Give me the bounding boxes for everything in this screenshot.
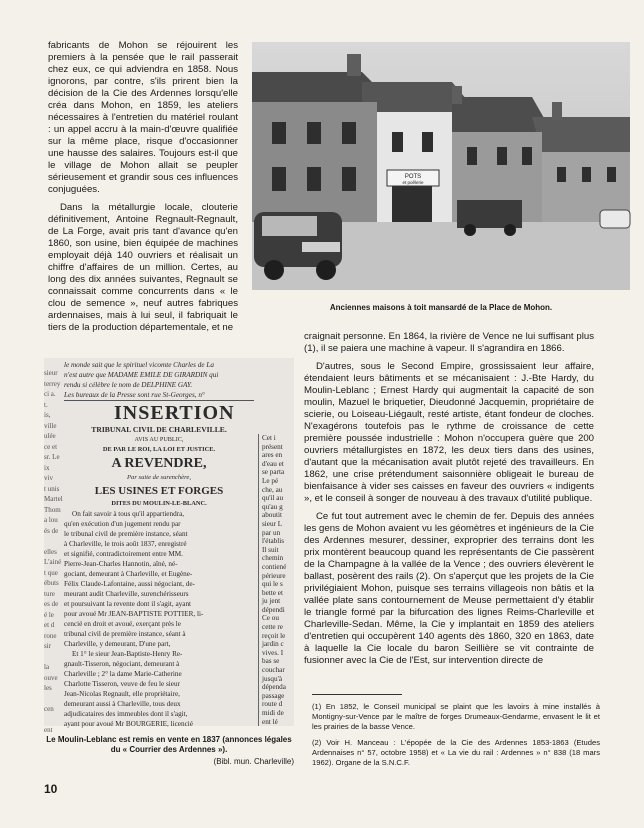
clip-line: Les bureaux de la Presse sont rue St-Georges, n° (64, 390, 254, 401)
paragraph: fabricants de Mohon se réjouirent les premiers à la pensée que le rail passerait chez eux, ce qui adviendra en 1858. Nous ignorons, par contre, s'ils prirent bien la décision de la Cie des Ardennes lorsqu'elle créa dans Mohon, en 1859, les ateliers nécessaires à l'entretien du matériel roulant : un appel accru à la main-d'œuvre qualifiée sur la même place, risque d'occasionner une hausse des salaires. Toujours est-il que le village de Mohon allait se peupler sérieusement et grandir sous ces influences conjuguées. (48, 40, 238, 195)
clip-line: cencié en droit et avoué, exerçant près le (64, 620, 181, 628)
side-line: Il suit (262, 545, 279, 554)
clip-line: et signifié, contradictoirement entre MM. (64, 550, 183, 558)
clip-line: demeurant aussi à Charleville, tous deux (64, 700, 181, 708)
clip-line: Par suite de surenchère, (127, 474, 191, 481)
shop-sign-line-2: et poêlerie (402, 180, 424, 185)
clip-line: Et 1° le sieur Jean-Baptiste-Henry Re- (72, 650, 183, 658)
side-line: jardin c (262, 640, 284, 649)
margin-line: L'ainé (44, 558, 62, 566)
margin-line: es de (44, 600, 59, 608)
page-number: 10 (44, 782, 58, 796)
side-line: d'eau et (262, 459, 284, 468)
clip-line: TRIBUNAL CIVIL DE CHARLEVILLE. (91, 425, 227, 434)
margin-line: ce et (44, 442, 58, 451)
side-line: Le pé (262, 476, 279, 485)
paragraph: craignait personne. En 1864, la rivière de Vence ne lui suffisant plus (1), il se paiera une machine à vapeur. Il s'agrandira en 1866. (304, 331, 594, 354)
clip-line: pour avoué Mr JEAN-BAPTISTE POTTIER, li- (64, 610, 204, 618)
side-line: se parta (262, 468, 285, 477)
clip-line: le monde sait que le spirituel vicomte Charles de La (64, 361, 214, 369)
margin-line (44, 652, 60, 663)
margin-line: ix viv (44, 463, 53, 482)
newspaper-clipping (44, 358, 294, 734)
clip-line: tribunal civil de première instance, séant à (64, 630, 186, 638)
side-line: dépendi (262, 605, 285, 614)
clip-line: Pierre-Jean-Charles Hannotin, aîné, né- (64, 560, 178, 568)
side-line: contiené (262, 562, 287, 571)
margin-line: is, (44, 411, 51, 419)
side-line: che, au (262, 485, 283, 494)
side-line: reçoit le (262, 631, 286, 640)
clipping-right-column (258, 434, 298, 726)
clip-heading-a-revendre: A REVENDRE, (111, 456, 207, 471)
footnote-rule (312, 694, 402, 695)
side-line: route d (262, 700, 283, 709)
clip-line: DITES DU MOULIN-LE-BLANC. (111, 500, 207, 507)
clip-heading-usines: LES USINES ET FORGES (94, 485, 224, 497)
clipping-credit: (Bibl. mun. Charleville) (213, 757, 294, 766)
side-line: cette re (262, 623, 283, 632)
clip-line: Charleville, y demeurant, D'une part, (64, 640, 171, 648)
side-line: passage (262, 691, 285, 700)
article-column-right (304, 331, 594, 673)
margin-line: terrey (44, 379, 61, 388)
clip-line: à Charleville, le trois août 1837, enregistré (64, 540, 187, 548)
clipping-caption: Le Moulin-Leblanc est remis en vente en 1837 (annonces légales du « Courrier des Ardennes »). (46, 735, 292, 754)
footnotes (312, 702, 600, 774)
margin-line: ville (44, 421, 57, 430)
side-line: ent lé (262, 717, 278, 726)
side-line: présent (262, 442, 283, 451)
side-line: qui le s (262, 580, 283, 589)
margin-line: a lou (44, 516, 58, 524)
paragraph: Ce fut tout autrement avec le chemin de fer. Depuis des années les gens de Mohon avaient vu les géomètres et ingénieurs de la Cie des Ardennes mesurer, dessiner, exproprier des terrains dont les prix montèrent beaucoup quand les représentants de Cie passèrent de la Champagne à la vallée de la Vence ; des ouvriers élevèrent le ballast, posèrent des rails (2). On s'aperçut que les projets de la Cie privilégiaient Mohon, puisque ses terrains villageois non bâtis et la vallée plate sans contournement de Meuse permettaient d'y établir le triangle formé par la bifurcation des lignes Reims-Charleville et Charleville-Sedan. Même, la Cie y implantait en 1859 des ateliers d'entretien qui occupèrent 140 agents dès 1860, 320 en 1863, date à laquelle la Cie locale du baron Seillière se vit contrainte de fusionner avec la Cie de l'Est, sur intervention directe de (304, 511, 594, 666)
side-line: jusqu'à (262, 674, 283, 683)
margin-line: ébuts (44, 579, 59, 587)
margin-line (44, 536, 60, 547)
margin-line: ouve (44, 673, 58, 682)
side-line: ares en (262, 451, 283, 460)
clip-line: Félix Claude-Lafontaine, aussi négociant, de- (64, 580, 195, 588)
margin-line (44, 694, 60, 705)
photo-illustration (252, 42, 630, 290)
margin-line: sr. Le (44, 453, 60, 461)
margin-line: és de (44, 526, 59, 535)
side-line: l'établis (262, 537, 285, 546)
article-column-top-left (48, 40, 238, 340)
clip-line: Charleville ; 2° la dame Marie-Catherine (64, 670, 182, 678)
margin-line: les (44, 684, 52, 692)
clip-line: le tribunal civil de première instance, séant (64, 530, 188, 538)
side-line: par un (262, 528, 281, 537)
side-line: bette et (262, 588, 283, 597)
margin-line: cen (44, 705, 54, 713)
side-line: périeure (262, 571, 286, 580)
side-line: aboutit (262, 511, 282, 520)
margin-line: rone (44, 631, 57, 640)
margin-line: ent (44, 726, 53, 734)
margin-line: Martel (44, 495, 63, 503)
clip-line: Charlotte Tisseron, veuve de feu le sieur (64, 680, 180, 688)
margin-line: t unis (44, 484, 60, 493)
footnote-1: (1) En 1852, le Conseil municipal se plaint que les lavoirs à mine installés à Montigny-sur-Vence par le maître de forges Drumeaux-Gendarme, envasent le lit et les prairies de la basse Vence. (312, 702, 600, 731)
paragraph: D'autres, sous le Second Empire, grossissaient leur affaire, étendaient leurs bâtiments et se mécanisaient : J.-Bte Hardy, du Moulin-Leblanc ; Ernest Hardy qui augmentait la capacité de son moulin, Mazuel le briquetier, Dieudonné Jacquemin, propriétaire de scierie, ou Loiseau-Liégault, resté artiste, étant fondeur de cloches. N'exagérons toutefois pas le rythme de croissance de cette première poussée industrielle : Mohon n'occupera guère que 200 ouvriers métallurgistes en 1872, les deux tiers dans des usines, d'autant que la mécanisation avait plutôt rejeté des travailleurs. En 1862, une crise prétendument saisonnière obligeait le bureau de bienfaisance à vider ses caisses en faveur des ouvriers « indigents », et le conseil à songer de nouveau à des travaux d'utilité publique. (304, 361, 594, 504)
side-line: vives. I (262, 648, 284, 657)
margin-line: ulée (44, 432, 56, 440)
clip-line: gociant, demeurant à Charleville, et Eugène- (64, 570, 193, 578)
margin-line: sir (44, 642, 51, 650)
clipping-main-column (64, 360, 254, 726)
margin-line: t. (44, 400, 48, 409)
clip-line: On fait savoir à tous qu'il appartiendra, (72, 510, 185, 518)
clip-line: meurant audit Charleville, surenchérisseurs (64, 590, 189, 598)
clip-line: ayant pour avoué Mr BOURGERIE, licencié (64, 720, 193, 728)
side-line: bas se (262, 657, 280, 666)
clip-line: n'est autre que MADAME EMILE DE GIRARDIN qui (64, 371, 219, 379)
clip-line: AVIS AU PUBLIC, (134, 436, 184, 443)
margin-line: ture (44, 589, 55, 598)
clip-line: Jean-Nicolas Regnault, elle propriétaire, (64, 690, 180, 698)
clip-heading-insertion: INSERTION (114, 402, 235, 424)
clip-line: rendu si célèbre le nom de DELPHINE GAY. (64, 381, 193, 389)
margin-line: ci a. (44, 390, 56, 398)
side-line: qu'au g (262, 502, 283, 511)
margin-line: t que (44, 568, 58, 577)
side-line: dépenda (262, 683, 286, 692)
side-line: midi de (262, 709, 284, 717)
photo-place-de-mohon (252, 42, 630, 290)
side-line: ju jent (262, 597, 281, 606)
side-line: qu'il au (262, 494, 284, 503)
clip-line: gnault-Tisseron, négociant, demeurant à (64, 660, 180, 668)
margin-line (44, 715, 60, 726)
side-line: Ce ou (262, 614, 279, 623)
side-line: chemin (262, 554, 284, 563)
clip-line: qu'en exécution d'un jugement rendu par (64, 520, 181, 528)
margin-line: elles (44, 547, 57, 556)
margin-line: et d (44, 621, 55, 629)
shop-sign-line-1: POTS (404, 174, 422, 180)
margin-line: Thom (44, 505, 61, 514)
margin-line: é le (44, 610, 54, 619)
margin-line: sieur (44, 369, 58, 377)
photo-caption: Anciennes maisons à toit mansardé de la Place de Mohon. (329, 303, 553, 312)
margin-line: la (44, 663, 50, 671)
clip-line: et poursuivant la revente dont il s'agit, ayant (64, 600, 192, 608)
paragraph: Dans la métallurgie locale, clouterie définitivement, Antoine Regnault-Regnault, de La Forge, avait pris tant d'avance qu'en 1860, son usine, bien équipée de machines employait déjà 140 ouvriers et réalisait un chiffre d'affaires de un million. Certes, au long des dix années suivantes, Regnault se connaissait comme concurrents dans « le clou de semence », neuf autres fabriques ardennaises, mais à lui seul, il fabriquait le tiers de la production départementale, et ne (48, 202, 238, 333)
side-line: sieur L (262, 519, 283, 528)
clip-line: DE PAR LE ROI, LA LOI ET JUSTICE. (102, 446, 216, 453)
side-line: Cet i (262, 434, 276, 442)
side-line: couchar (262, 666, 285, 675)
clip-line: adjudicataires des immeubles dont il s'agit, (64, 710, 188, 718)
footnote-2: (2) Voir H. Manceau : L'épopée de la Cie des Ardennes 1853-1863 (Etudes Ardennaises n° 57, octobre 1958) et « La vie du rail : Ardennes » n° 838 (18 mars 1962). Organe de la S.N.C.F. (312, 738, 600, 767)
clipping-left-margin (44, 368, 63, 736)
